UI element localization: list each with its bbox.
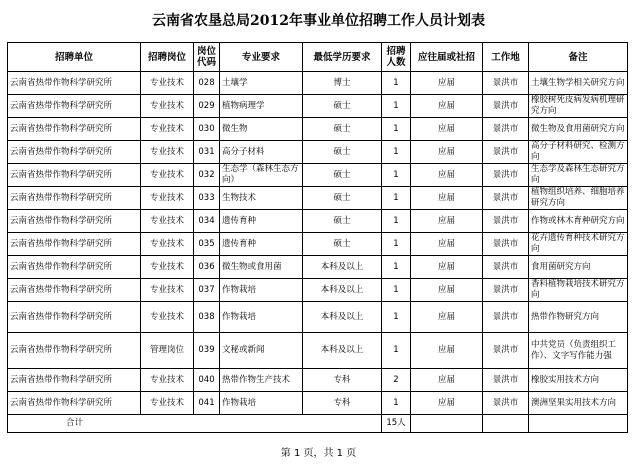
header-location: 工作地 (483, 43, 529, 72)
header-remarks: 备注 (529, 43, 628, 72)
header-unit: 招聘单位 (8, 43, 141, 72)
cell-education: 本科及以上 (303, 333, 382, 369)
cell-remarks: 香料植物栽培技术研究方向 (529, 279, 628, 302)
table-row (8, 210, 628, 233)
cell-count: 1 (382, 187, 411, 210)
cell-unit: 云南省热带作物科学研究所 (8, 141, 141, 164)
cell-position: 专业技术 (141, 72, 194, 95)
cell-count: 1 (382, 164, 411, 187)
cell-education: 硕士 (303, 164, 382, 187)
table-row (8, 256, 628, 279)
recruitment-plan-table (7, 42, 628, 433)
cell-source: 应届 (411, 233, 483, 256)
cell-education: 硕士 (303, 118, 382, 141)
cell-source: 应届 (411, 72, 483, 95)
cell-location: 景洪市 (483, 118, 529, 141)
cell-source: 应届 (411, 279, 483, 302)
cell-code: 029 (194, 95, 220, 118)
total-empty-cell (529, 415, 628, 433)
cell-unit: 云南省热带作物科学研究所 (8, 187, 141, 210)
cell-major: 遗传育种 (220, 233, 303, 256)
table-row (8, 164, 628, 187)
cell-location: 景洪市 (483, 369, 529, 392)
cell-major: 作物栽培 (220, 279, 303, 302)
cell-major: 遗传育种 (220, 210, 303, 233)
table-row (8, 333, 628, 369)
total-label: 合计 (8, 415, 382, 433)
cell-source: 应届 (411, 164, 483, 187)
header-education: 最低学历要求 (303, 43, 382, 72)
table-row (8, 392, 628, 415)
header-position: 招聘岗位 (141, 43, 194, 72)
cell-position: 专业技术 (141, 256, 194, 279)
cell-education: 本科及以上 (303, 302, 382, 333)
cell-major: 生物技术 (220, 187, 303, 210)
cell-source: 应届 (411, 369, 483, 392)
cell-count: 1 (382, 72, 411, 95)
cell-count: 2 (382, 369, 411, 392)
cell-location: 景洪市 (483, 187, 529, 210)
cell-count: 1 (382, 302, 411, 333)
table-row (8, 95, 628, 118)
cell-code: 040 (194, 369, 220, 392)
cell-count: 1 (382, 141, 411, 164)
cell-location: 景洪市 (483, 256, 529, 279)
page-title: 云南省农垦总局2012年事业单位招聘工作人员计划表 (152, 13, 485, 29)
cell-unit: 云南省热带作物科学研究所 (8, 302, 141, 333)
table-row (8, 118, 628, 141)
cell-remarks: 作物或林木育种研究方向 (529, 210, 628, 233)
cell-education: 本科及以上 (303, 256, 382, 279)
cell-unit: 云南省热带作物科学研究所 (8, 279, 141, 302)
cell-major: 高分子材料 (220, 141, 303, 164)
cell-position: 专业技术 (141, 164, 194, 187)
table-row (8, 369, 628, 392)
cell-major: 作物栽培 (220, 392, 303, 415)
cell-major: 作物栽培 (220, 302, 303, 333)
cell-unit: 云南省热带作物科学研究所 (8, 210, 141, 233)
cell-position: 专业技术 (141, 302, 194, 333)
cell-education: 硕士 (303, 95, 382, 118)
cell-position: 专业技术 (141, 95, 194, 118)
cell-source: 应届 (411, 302, 483, 333)
cell-code: 033 (194, 187, 220, 210)
cell-major: 文秘或新闻 (220, 333, 303, 369)
total-empty-cell (483, 415, 529, 433)
cell-unit: 云南省热带作物科学研究所 (8, 333, 141, 369)
cell-remarks: 高分子材料研究、检测方向 (529, 141, 628, 164)
cell-source: 应届 (411, 95, 483, 118)
cell-education: 本科及以上 (303, 279, 382, 302)
cell-count: 1 (382, 210, 411, 233)
cell-position: 专业技术 (141, 392, 194, 415)
cell-location: 景洪市 (483, 302, 529, 333)
cell-remarks: 橡胶树死皮病发病机理研究方向 (529, 95, 628, 118)
table-row (8, 279, 628, 302)
cell-code: 031 (194, 141, 220, 164)
cell-location: 景洪市 (483, 95, 529, 118)
table-row (8, 187, 628, 210)
cell-location: 景洪市 (483, 279, 529, 302)
cell-code: 030 (194, 118, 220, 141)
cell-code: 037 (194, 279, 220, 302)
cell-remarks: 土壤生物学相关研究方向 (529, 72, 628, 95)
cell-unit: 云南省热带作物科学研究所 (8, 72, 141, 95)
cell-location: 景洪市 (483, 164, 529, 187)
cell-source: 应届 (411, 256, 483, 279)
cell-education: 硕士 (303, 233, 382, 256)
header-count: 招聘人数 (382, 43, 411, 72)
cell-code: 034 (194, 210, 220, 233)
cell-count: 1 (382, 118, 411, 141)
cell-code: 039 (194, 333, 220, 369)
cell-remarks: 热带作物研究方向 (529, 302, 628, 333)
cell-education: 硕士 (303, 187, 382, 210)
cell-count: 1 (382, 333, 411, 369)
cell-education: 硕士 (303, 210, 382, 233)
cell-count: 1 (382, 279, 411, 302)
cell-position: 专业技术 (141, 187, 194, 210)
cell-remarks: 植物组织培养、细胞培养研究方向 (529, 187, 628, 210)
cell-location: 景洪市 (483, 141, 529, 164)
cell-source: 应届 (411, 141, 483, 164)
cell-source: 应届 (411, 210, 483, 233)
cell-major: 植物病理学 (220, 95, 303, 118)
cell-code: 032 (194, 164, 220, 187)
cell-education: 硕士 (303, 141, 382, 164)
cell-education: 专科 (303, 369, 382, 392)
cell-remarks: 生态学及森林生态研究方向 (529, 164, 628, 187)
cell-source: 应届 (411, 118, 483, 141)
total-row (8, 415, 628, 433)
cell-major: 微生物 (220, 118, 303, 141)
header-row (8, 43, 628, 72)
cell-unit: 云南省热带作物科学研究所 (8, 256, 141, 279)
cell-unit: 云南省热带作物科学研究所 (8, 95, 141, 118)
table-row (8, 141, 628, 164)
table-row (8, 72, 628, 95)
cell-location: 景洪市 (483, 233, 529, 256)
cell-remarks: 橡胶实用技术方向 (529, 369, 628, 392)
cell-code: 028 (194, 72, 220, 95)
cell-major: 微生物或食用菌 (220, 256, 303, 279)
cell-remarks: 中共党员（负责组织工作）、文字写作能力强 (529, 333, 628, 369)
cell-location: 景洪市 (483, 333, 529, 369)
cell-unit: 云南省热带作物科学研究所 (8, 369, 141, 392)
cell-position: 专业技术 (141, 210, 194, 233)
cell-count: 1 (382, 233, 411, 256)
header-source: 应往届或社招 (411, 43, 483, 72)
cell-unit: 云南省热带作物科学研究所 (8, 164, 141, 187)
total-count: 15人 (382, 415, 411, 433)
cell-remarks: 花卉遗传育种技术研究方向 (529, 233, 628, 256)
cell-position: 专业技术 (141, 279, 194, 302)
cell-position: 专业技术 (141, 233, 194, 256)
cell-code: 036 (194, 256, 220, 279)
cell-education: 博士 (303, 72, 382, 95)
cell-unit: 云南省热带作物科学研究所 (8, 233, 141, 256)
cell-unit: 云南省热带作物科学研究所 (8, 118, 141, 141)
total-empty-cell (411, 415, 483, 433)
cell-source: 应届 (411, 333, 483, 369)
cell-position: 专业技术 (141, 118, 194, 141)
cell-position: 专业技术 (141, 369, 194, 392)
cell-source: 应届 (411, 392, 483, 415)
cell-location: 景洪市 (483, 210, 529, 233)
cell-code: 035 (194, 233, 220, 256)
table-body (8, 72, 628, 415)
cell-location: 景洪市 (483, 392, 529, 415)
cell-position: 专业技术 (141, 141, 194, 164)
cell-count: 1 (382, 256, 411, 279)
cell-remarks: 微生物及食用菌研究方向 (529, 118, 628, 141)
cell-code: 038 (194, 302, 220, 333)
cell-unit: 云南省热带作物科学研究所 (8, 392, 141, 415)
cell-education: 专科 (303, 392, 382, 415)
header-code: 岗位代码 (194, 43, 220, 72)
cell-position: 管理岗位 (141, 333, 194, 369)
cell-source: 应届 (411, 187, 483, 210)
cell-location: 景洪市 (483, 72, 529, 95)
cell-major: 热带作物生产技术 (220, 369, 303, 392)
table-row (8, 302, 628, 333)
table-row (8, 233, 628, 256)
cell-code: 041 (194, 392, 220, 415)
cell-count: 1 (382, 392, 411, 415)
cell-count: 1 (382, 95, 411, 118)
cell-major: 生态学（森林生态方向） (220, 164, 303, 187)
page-footer: 第 1 页，共 1 页 (280, 448, 357, 459)
cell-remarks: 食用菌研究方向 (529, 256, 628, 279)
cell-major: 土壤学 (220, 72, 303, 95)
cell-remarks: 澳洲坚果实用技术方向 (529, 392, 628, 415)
header-major: 专业要求 (220, 43, 303, 72)
